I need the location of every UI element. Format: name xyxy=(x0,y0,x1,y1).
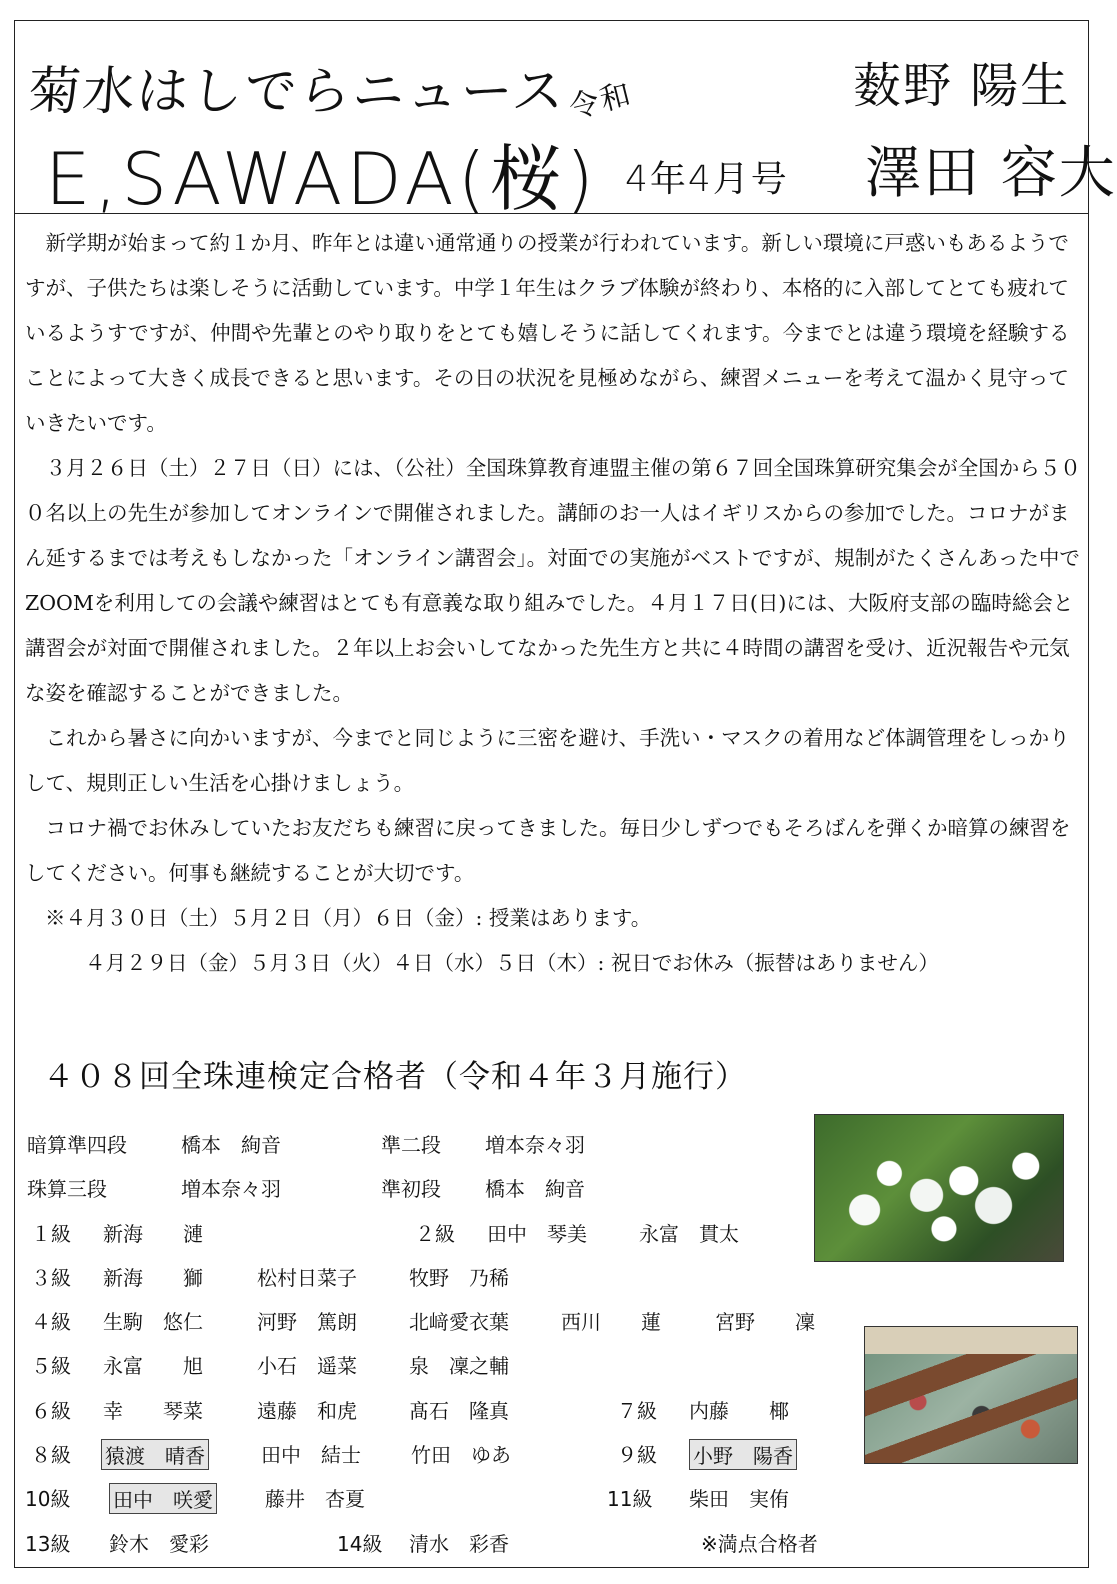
grade-label: 準初段 xyxy=(381,1177,441,1202)
result-row xyxy=(25,1483,855,1527)
student-name: 河野 篤朗 xyxy=(257,1310,357,1335)
student-name: 新海 漣 xyxy=(103,1221,203,1246)
perfect-score-legend: ※満点合格者 xyxy=(701,1531,818,1556)
grade-label: ３級 xyxy=(31,1265,71,1290)
grade-label: 珠算三段 xyxy=(27,1177,107,1202)
student-name: 北﨑愛衣葉 xyxy=(409,1310,509,1335)
grade-label: ４級 xyxy=(31,1310,71,1335)
perfect-score-name: 小野 陽香 xyxy=(689,1439,797,1470)
paragraph: コロナ禍でお休みしていたお友だちも練習に戻ってきました。毎日少しずつでもそろばんを弾くか暗算の練習をしてください。何事も継続することが大切です。 xyxy=(25,816,1071,885)
result-row xyxy=(25,1439,855,1483)
student-name: 永富 貫太 xyxy=(639,1221,739,1246)
result-row xyxy=(25,1173,855,1217)
student-name: 内藤 椰 xyxy=(689,1398,789,1423)
grade-label: ９級 xyxy=(617,1443,657,1468)
issue-date: 4年4月号 xyxy=(625,159,789,200)
student-name: 鈴木 愛彩 xyxy=(109,1531,209,1556)
student-name: 幸 琴菜 xyxy=(103,1398,203,1423)
grade-label: ７級 xyxy=(617,1398,657,1423)
student-name: 宮野 凜 xyxy=(715,1310,815,1335)
newsletter-header xyxy=(15,21,1117,221)
result-row xyxy=(25,1262,855,1306)
article-body xyxy=(25,221,1081,986)
schedule-note-holiday: ４月２９日（金）５月３日（火）４日（水）５日（木）: 祝日でお休み（振替はありません） xyxy=(85,951,939,975)
perfect-score-name: 猿渡 晴香 xyxy=(101,1439,209,1470)
paragraph: 新学期が始まって約１か月、昨年とは違い通常通りの授業が行われています。新しい環境に戸惑いもあるようですが、子供たちは楽しそうに活動しています。中学１年生はクラブ体験が終わり、本格的に入部してとても疲れているようすですが、仲間や先輩とのやり取りをとても嬉しそうに話してくれます。今までとは違う環境を経験することによって大きく成長できると思います。その日の状況を見極めながら、練習メニューを考えて温かく見守っていきたいです。 xyxy=(25,231,1070,435)
student-name: 泉 凜之輔 xyxy=(409,1354,509,1379)
result-row xyxy=(25,1395,855,1439)
student-name: 西川 蓮 xyxy=(561,1310,661,1335)
student-name: 増本奈々羽 xyxy=(181,1177,281,1202)
classroom-photo xyxy=(864,1326,1078,1464)
grade-label: ５級 xyxy=(31,1354,71,1379)
results-heading: ４０８回全珠連検定合格者（令和４年３月施行） xyxy=(43,1059,747,1095)
paragraph: これから暑さに向かいますが、今までと同じように三密を避け、手洗い・マスクの着用など体調管理をしっかりして、規則正しい生活を心掛けましょう。 xyxy=(25,726,1070,795)
student-name: 竹田 ゆあ xyxy=(411,1443,511,1468)
result-row xyxy=(25,1218,855,1262)
grade-label: １級 xyxy=(31,1221,71,1246)
results-list xyxy=(25,1129,855,1572)
grade-label: 11級 xyxy=(607,1487,653,1512)
paragraph: ３月２６日（土）２７日（日）には、（公社）全国珠算教育連盟主催の第６７回全国珠算研究集会が全国から５００名以上の先生が参加してオンラインで開催されました。講師のお一人はイギリスからの参加でした。コロナがまん延するまでは考えもしなかった「オンライン講習会」。対面での実施がベストですが、規制がたくさんあった中でZOOMを利用しての会議や練習はとても有意義な取り組みでした。４月１７日(日)には、大阪府支部の臨時総会と講習会が対面で開催されました。２年以上お会いしてなかった先生方と共に４時間の講習を受け、近況報告や元気な姿を確認することができました。 xyxy=(25,456,1081,705)
result-row xyxy=(25,1350,855,1394)
teacher-name-2: 澤田 容大 xyxy=(865,141,1117,206)
student-name: 清水 彩香 xyxy=(409,1531,509,1556)
grade-label: 14級 xyxy=(337,1531,383,1556)
student-name: 柴田 実侑 xyxy=(689,1487,789,1512)
student-name: 生駒 悠仁 xyxy=(103,1310,203,1335)
grade-label: 準二段 xyxy=(381,1133,441,1157)
grade-label: ８級 xyxy=(31,1443,71,1468)
student-name: 橋本 絢音 xyxy=(181,1133,281,1157)
student-name: 髙石 隆真 xyxy=(409,1398,509,1423)
student-name: 藤井 杏夏 xyxy=(265,1487,365,1512)
result-row xyxy=(25,1528,855,1572)
school-name: E,SAWADA(桜) xyxy=(45,137,598,221)
result-row xyxy=(25,1306,855,1350)
grade-label: ２級 xyxy=(415,1221,455,1246)
grade-label: 10級 xyxy=(25,1487,71,1512)
student-name: 永富 旭 xyxy=(103,1354,203,1379)
student-name: 新海 獅 xyxy=(103,1265,203,1290)
student-name: 橋本 絢音 xyxy=(485,1177,585,1202)
student-name: 松村日菜子 xyxy=(257,1265,357,1290)
schedule-note-open: ※４月３０日（土）５月２日（月）６日（金）: 授業はあります。 xyxy=(45,906,652,930)
student-name: 小石 遥菜 xyxy=(257,1354,357,1379)
grade-label: ６級 xyxy=(31,1398,71,1423)
newsletter-title: 菊水はしでらニュース xyxy=(26,62,569,122)
azalea-flower-photo xyxy=(814,1114,1064,1262)
student-name: 田中 結士 xyxy=(261,1443,361,1468)
era-name: 令和 xyxy=(565,76,637,127)
result-row xyxy=(25,1129,855,1173)
perfect-score-name: 田中 咲愛 xyxy=(109,1483,217,1514)
grade-label: 暗算準四段 xyxy=(27,1133,127,1157)
student-name: 田中 琴美 xyxy=(487,1221,587,1246)
teacher-name-1: 薮野 陽生 xyxy=(853,58,1071,114)
student-name: 遠藤 和虎 xyxy=(257,1398,357,1423)
grade-label: 13級 xyxy=(25,1531,71,1556)
student-name: 牧野 乃稀 xyxy=(409,1265,509,1290)
student-name: 増本奈々羽 xyxy=(485,1133,585,1157)
